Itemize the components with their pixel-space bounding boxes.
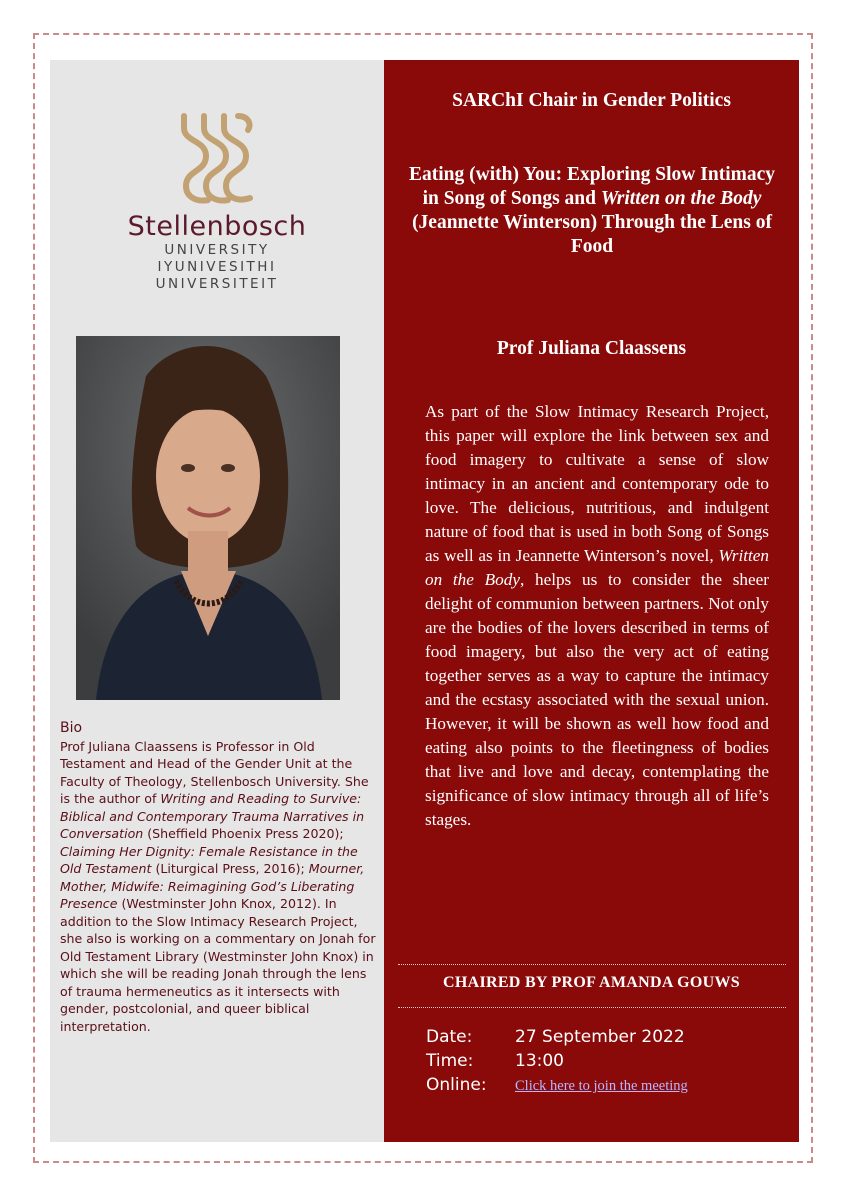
online-label: Online: [426,1075,487,1095]
talk-abstract [425,400,769,832]
talk-title [406,163,778,259]
date-value: 27 September 2022 [515,1027,685,1047]
university-logo [50,110,384,293]
university-subline-2: IYUNIVESITHI [157,259,277,275]
join-meeting-link[interactable]: Click here to join the meeting [515,1078,688,1094]
time-row [426,1049,688,1073]
bio-text-3: (Liturgical Press, 2016); [151,861,309,876]
university-subline-1: UNIVERSITY [164,242,270,258]
bio-text-4: (Westminster John Knox, 2012). In addition to the Slow Intimacy Research Project, she also is working on a commentary on Jonah for Old Testament Library (Westminster John Knox) in which she will be reading Jonah through the lens of trauma hermeneutics as it intersects with gender, postcolonial, and queer biblical interpretation. [60,896,376,1034]
talk-title-b: (Jeannette Winterson) Through the Lens of Food [412,212,772,257]
bio-book-3: Mourner, Mother, Midwife: Reimagining God’s Liberating Presence [60,861,365,911]
date-label: Date: [426,1027,473,1047]
bio-heading: Bio [60,720,83,736]
bio-book-1: Writing and Reading to Survive: Biblical and Contemporary Trauma Narratives in Conversation [60,791,365,841]
chaired-by: CHAIRED BY PROF AMANDA GOUWS [442,974,740,991]
university-subline-3: UNIVERSITEIT [155,276,279,292]
bio-book-2: Claiming Her Dignity: Female Resistance in the Old Testament [60,843,358,876]
event-panel [384,60,799,1142]
online-row [426,1073,688,1098]
speaker-bio [60,720,380,1035]
bio-text-1: Prof Juliana Claassens is Professor in Old Testament and Head of the Gender Unit at the Faculty of Theology, Stellenbosch University. She is the author of [60,738,369,806]
logo-emblem-icon [176,110,258,205]
time-label: Time: [426,1051,474,1071]
event-details [426,1025,688,1098]
divider-top [398,964,786,965]
talk-title-a: Eating (with) You: Exploring Slow Intimacy in Song of Songs and [408,164,776,209]
university-name: Stellenbosch [127,211,307,242]
abstract-book: Written on the Body [425,546,769,589]
speaker-photo [76,336,340,700]
date-row [426,1025,688,1049]
left-panel [50,60,384,1142]
portrait-image [76,336,340,700]
chair-heading: SARChI Chair in Gender Politics [452,90,731,111]
divider-bottom [398,1007,786,1008]
abstract-text-a: As part of the Slow Intimacy Research Project, this paper will explore the link between sex and food imagery to cultivate a sense of slow intimacy in an ancient and contemporary ode to love. The delicious, nutritious, and indulgent nature of food that is used in both Song of Songs as well as in Jeannette Winterson’s novel, [425,402,769,565]
time-value: 13:00 [515,1051,564,1071]
talk-title-em: Written on the Body [600,188,762,209]
bio-text-2: (Sheffield Phoenix Press 2020); [143,826,344,841]
speaker-name: Prof Juliana Claassens [496,338,687,359]
abstract-text-b: , helps us to consider the sheer delight of communion between partners. Not only are the bodies of the lovers described in terms of food imagery, but also the very act of eating together serves as a way to capture the intimacy and the ecstasy associated with the sexual union. However, it will be shown as well how food and eating also points to the fleetingness of bodies that live and love and decay, contemplating the significance of slow intimacy through all of life’s stages. [425,570,769,829]
